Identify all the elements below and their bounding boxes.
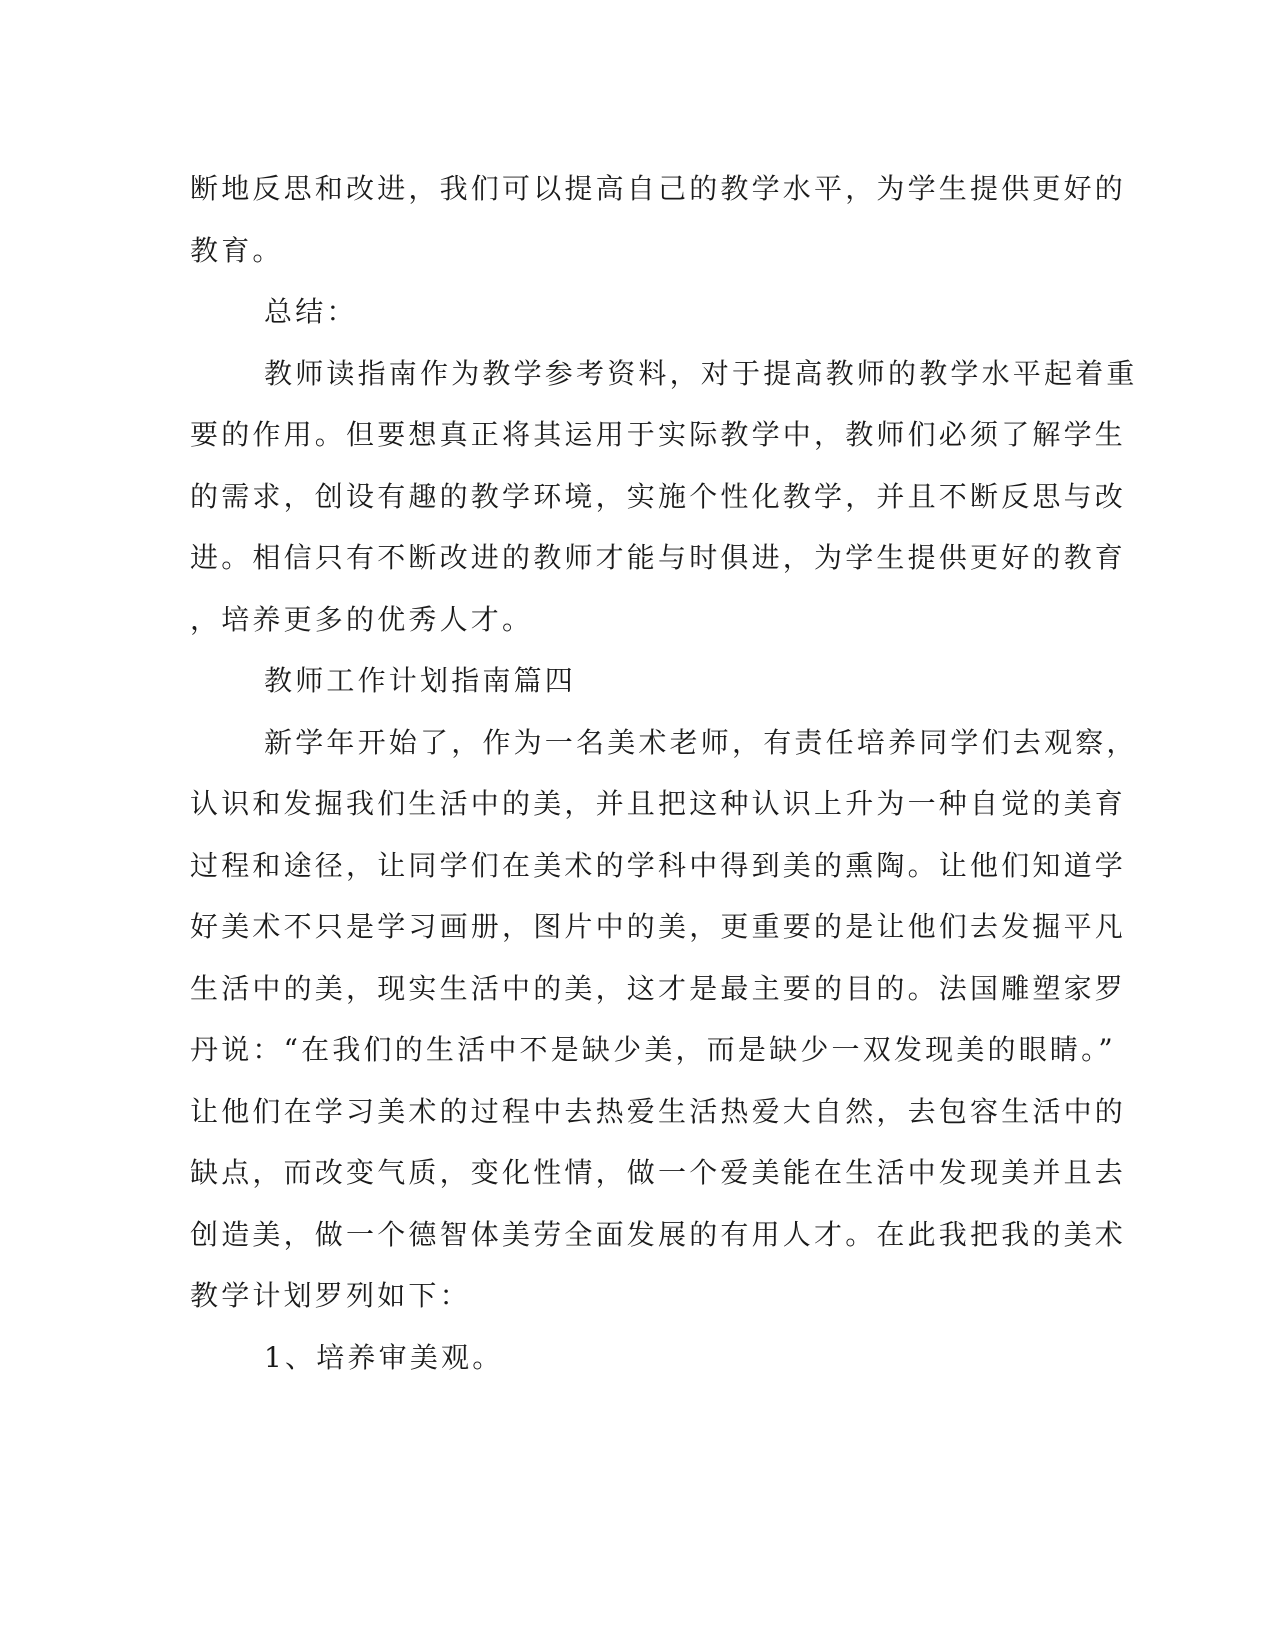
paragraph-line: 新学年开始了，作为一名美术老师，有责任培养同学们去观察，: [264, 725, 1138, 759]
paragraph-line: 好美术不只是学习画册，图片中的美，更重要的是让他们去发掘平凡: [190, 910, 1127, 943]
section-heading: 教师工作计划指南篇四: [264, 664, 577, 697]
paragraph-line: 缺点，而改变气质，变化性情，做一个爱美能在生活中发现美并且去: [190, 1156, 1127, 1189]
paragraph-line: 让他们在学习美术的过程中去热爱生活热爱大自然，去包容生活中的: [190, 1094, 1127, 1128]
document-body: [190, 158, 1138, 1388]
paragraph-line: 认识和发掘我们生活中的美，并且把这种认识上升为一种自觉的美育: [190, 787, 1127, 820]
paragraph-line: 生活中的美，现实生活中的美，这才是最主要的目的。法国雕塑家罗: [190, 971, 1127, 1005]
paragraph-line: ，培养更多的优秀人才。: [190, 602, 534, 636]
paragraph-line: 要的作用。但要想真正将其运用于实际教学中，教师们必须了解学生: [190, 418, 1127, 451]
paragraph-line: 进。相信只有不断改进的教师才能与时俱进，为学生提供更好的教育: [190, 541, 1127, 574]
paragraph-line: 创造美，做一个德智体美劳全面发展的有用人才。在此我把我的美术: [190, 1217, 1127, 1251]
section-label-summary: 总结：: [264, 295, 358, 328]
paragraph-line: 过程和途径，让同学们在美术的学科中得到美的熏陶。让他们知道学: [190, 848, 1127, 882]
paragraph-line: 丹说：“在我们的生活中不是缺少美，而是缺少一双发现美的眼睛。”: [190, 1033, 1116, 1066]
paragraph-line: 教学计划罗列如下：: [190, 1279, 471, 1312]
paragraph-line: 的需求，创设有趣的教学环境，实施个性化教学，并且不断反思与改: [190, 479, 1127, 513]
paragraph-line: 断地反思和改进，我们可以提高自己的教学水平，为学生提供更好的: [190, 172, 1127, 205]
paragraph-line: 教育。: [190, 233, 284, 267]
paragraph-line: 教师读指南作为教学参考资料，对于提高教师的教学水平起着重: [264, 356, 1138, 390]
list-item: 1、培养审美观。: [264, 1340, 504, 1374]
